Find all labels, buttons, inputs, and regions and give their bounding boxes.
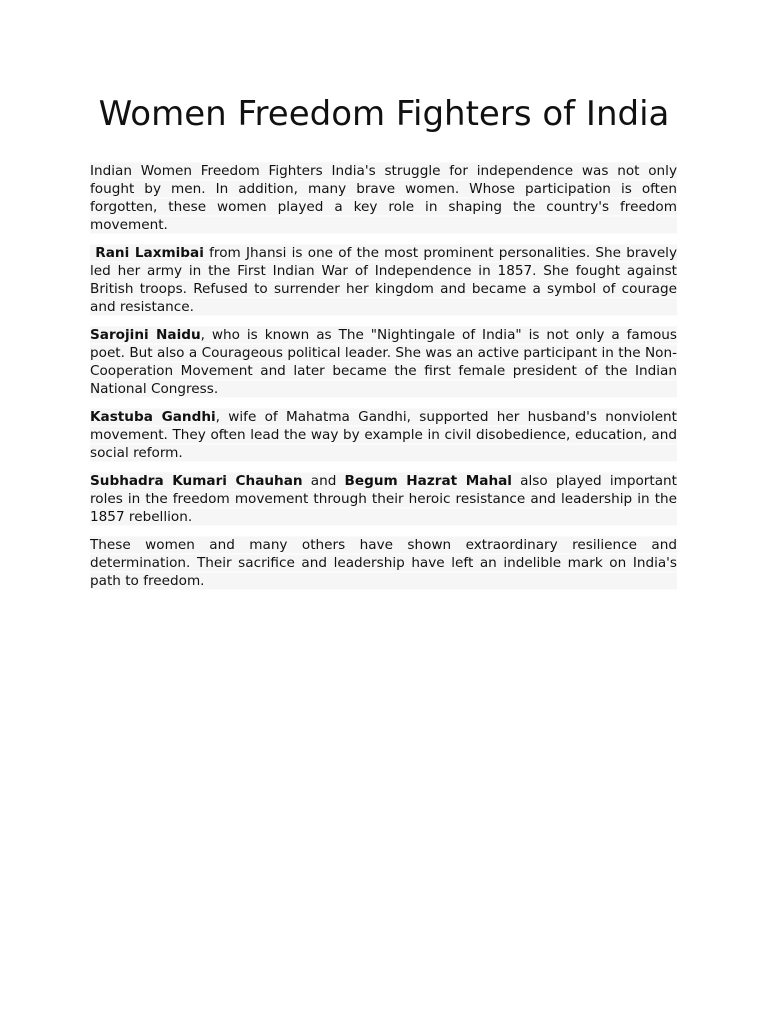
bold-name: Subhadra Kumari Chauhan [90,473,303,489]
paragraph-kastuba-gandhi [90,408,677,462]
intro-paragraph [90,162,677,234]
page-title: Women Freedom Fighters of India [98,94,670,134]
paragraph-text: , who is known as The "Nightingale of India" is not only a famous poet. But also a Courageous political leader. She was an active participant in the Non-Cooperation Movement and later became the first female president of the Indian National Congress. [90,327,677,397]
paragraph-text: These women and many others have shown extraordinary resilience and determination. Their sacrifice and leadership have left an indelible mark on India's path to freedom. [90,537,677,589]
paragraph-sarojini-naidu [90,326,677,398]
document-body [90,162,677,600]
connector-text: and [302,473,345,489]
bold-name: Kastuba Gandhi [90,409,216,425]
paragraph-text: also played important roles in the freedom movement through their heroic resistance and leadership in the 1857 rebellion. [90,473,677,525]
bold-name: Begum Hazrat Mahal [344,473,512,489]
bold-name: Rani Laxmibai [95,245,204,261]
paragraph-text: , wife of Mahatma Gandhi, supported her husband's nonviolent movement. They often lead the way by example in civil disobedience, education, and social reform. [90,409,678,461]
paragraph-text: from Jhansi is one of the most prominent personalities. She bravely led her army in the First Indian War of Independence in 1857. She fought against British troops. Refused to surrender her kingdom and became a symbol of courage and resistance. [90,245,677,315]
bold-name: Sarojini Naidu [90,327,201,343]
paragraph-chauhan-mahal [90,472,677,526]
conclusion-paragraph [90,536,677,590]
paragraph-rani-laxmibai [90,244,677,316]
paragraph-text: Indian Women Freedom Fighters India's struggle for independence was not only fought by men. In addition, many brave women. Whose participation is often forgotten, these women played a key role in shaping the country's freedom movement. [90,163,677,233]
